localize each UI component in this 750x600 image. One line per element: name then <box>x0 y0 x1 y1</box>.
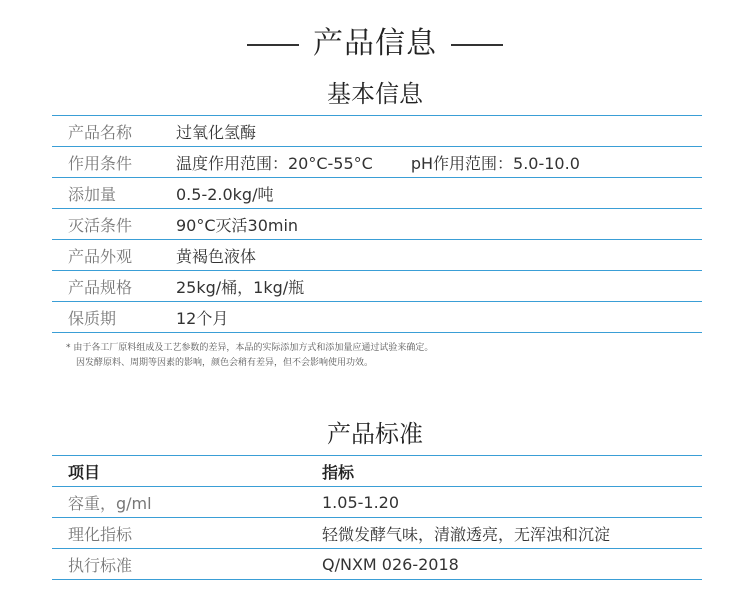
row-item: 理化指标 <box>52 518 322 549</box>
title-left-rule <box>247 44 299 46</box>
row-label: 添加量 <box>52 178 176 209</box>
header-item: 项目 <box>52 456 322 487</box>
basic-info-table <box>52 115 702 333</box>
row-value: 90°C灭活30min <box>176 209 702 240</box>
row-label: 产品规格 <box>52 271 176 302</box>
header-spec: 指标 <box>322 456 702 487</box>
table-row <box>52 518 702 549</box>
table-row <box>52 147 702 178</box>
table-row <box>52 178 702 209</box>
table-header-row <box>52 456 702 487</box>
row-label: 保质期 <box>52 302 176 333</box>
row-item: 执行标准 <box>52 549 322 580</box>
title-right-rule <box>451 44 503 46</box>
standard-title: 产品标准 <box>327 420 423 448</box>
table-row <box>52 116 702 147</box>
table-row <box>52 240 702 271</box>
page-title <box>0 18 750 62</box>
row-label: 灭活条件 <box>52 209 176 240</box>
basic-info-title: 基本信息 <box>327 80 423 108</box>
row-label: 产品外观 <box>52 240 176 271</box>
page-title-text: 产品信息 <box>313 26 437 61</box>
row-label: 作用条件 <box>52 147 176 178</box>
row-label: 产品名称 <box>52 116 176 147</box>
row-value: 过氧化氢酶 <box>176 116 702 147</box>
footnote-line: 因发酵原料、周期等因素的影响，颜色会稍有差异，但不会影响使用功效。 <box>76 358 374 368</box>
row-value <box>176 147 702 178</box>
table-row <box>52 209 702 240</box>
row-value: 25kg/桶，1kg/瓶 <box>176 271 702 302</box>
ph-range: pH作用范围：5.0-10.0 <box>410 153 580 173</box>
footnote <box>66 341 433 371</box>
table-row <box>52 302 702 333</box>
standard-table <box>52 455 702 580</box>
temperature-range: 温度作用范围：20°C-55°C <box>176 153 373 173</box>
table-row <box>52 549 702 580</box>
row-value: 0.5-2.0kg/吨 <box>176 178 702 209</box>
row-spec: Q/NXM 026-2018 <box>322 549 702 580</box>
row-value: 黄褐色液体 <box>176 240 702 271</box>
table-row <box>52 487 702 518</box>
row-item: 容重，g/ml <box>52 487 322 518</box>
row-value: 12个月 <box>176 302 702 333</box>
footnote-line: * 由于各工厂原料组成及工艺参数的差异，本品的实际添加方式和添加量应通过试验来确定。 <box>66 343 434 353</box>
row-spec: 1.05-1.20 <box>322 487 702 518</box>
row-spec: 轻微发酵气味，清澈透亮，无浑浊和沉淀 <box>322 518 702 549</box>
table-row <box>52 271 702 302</box>
